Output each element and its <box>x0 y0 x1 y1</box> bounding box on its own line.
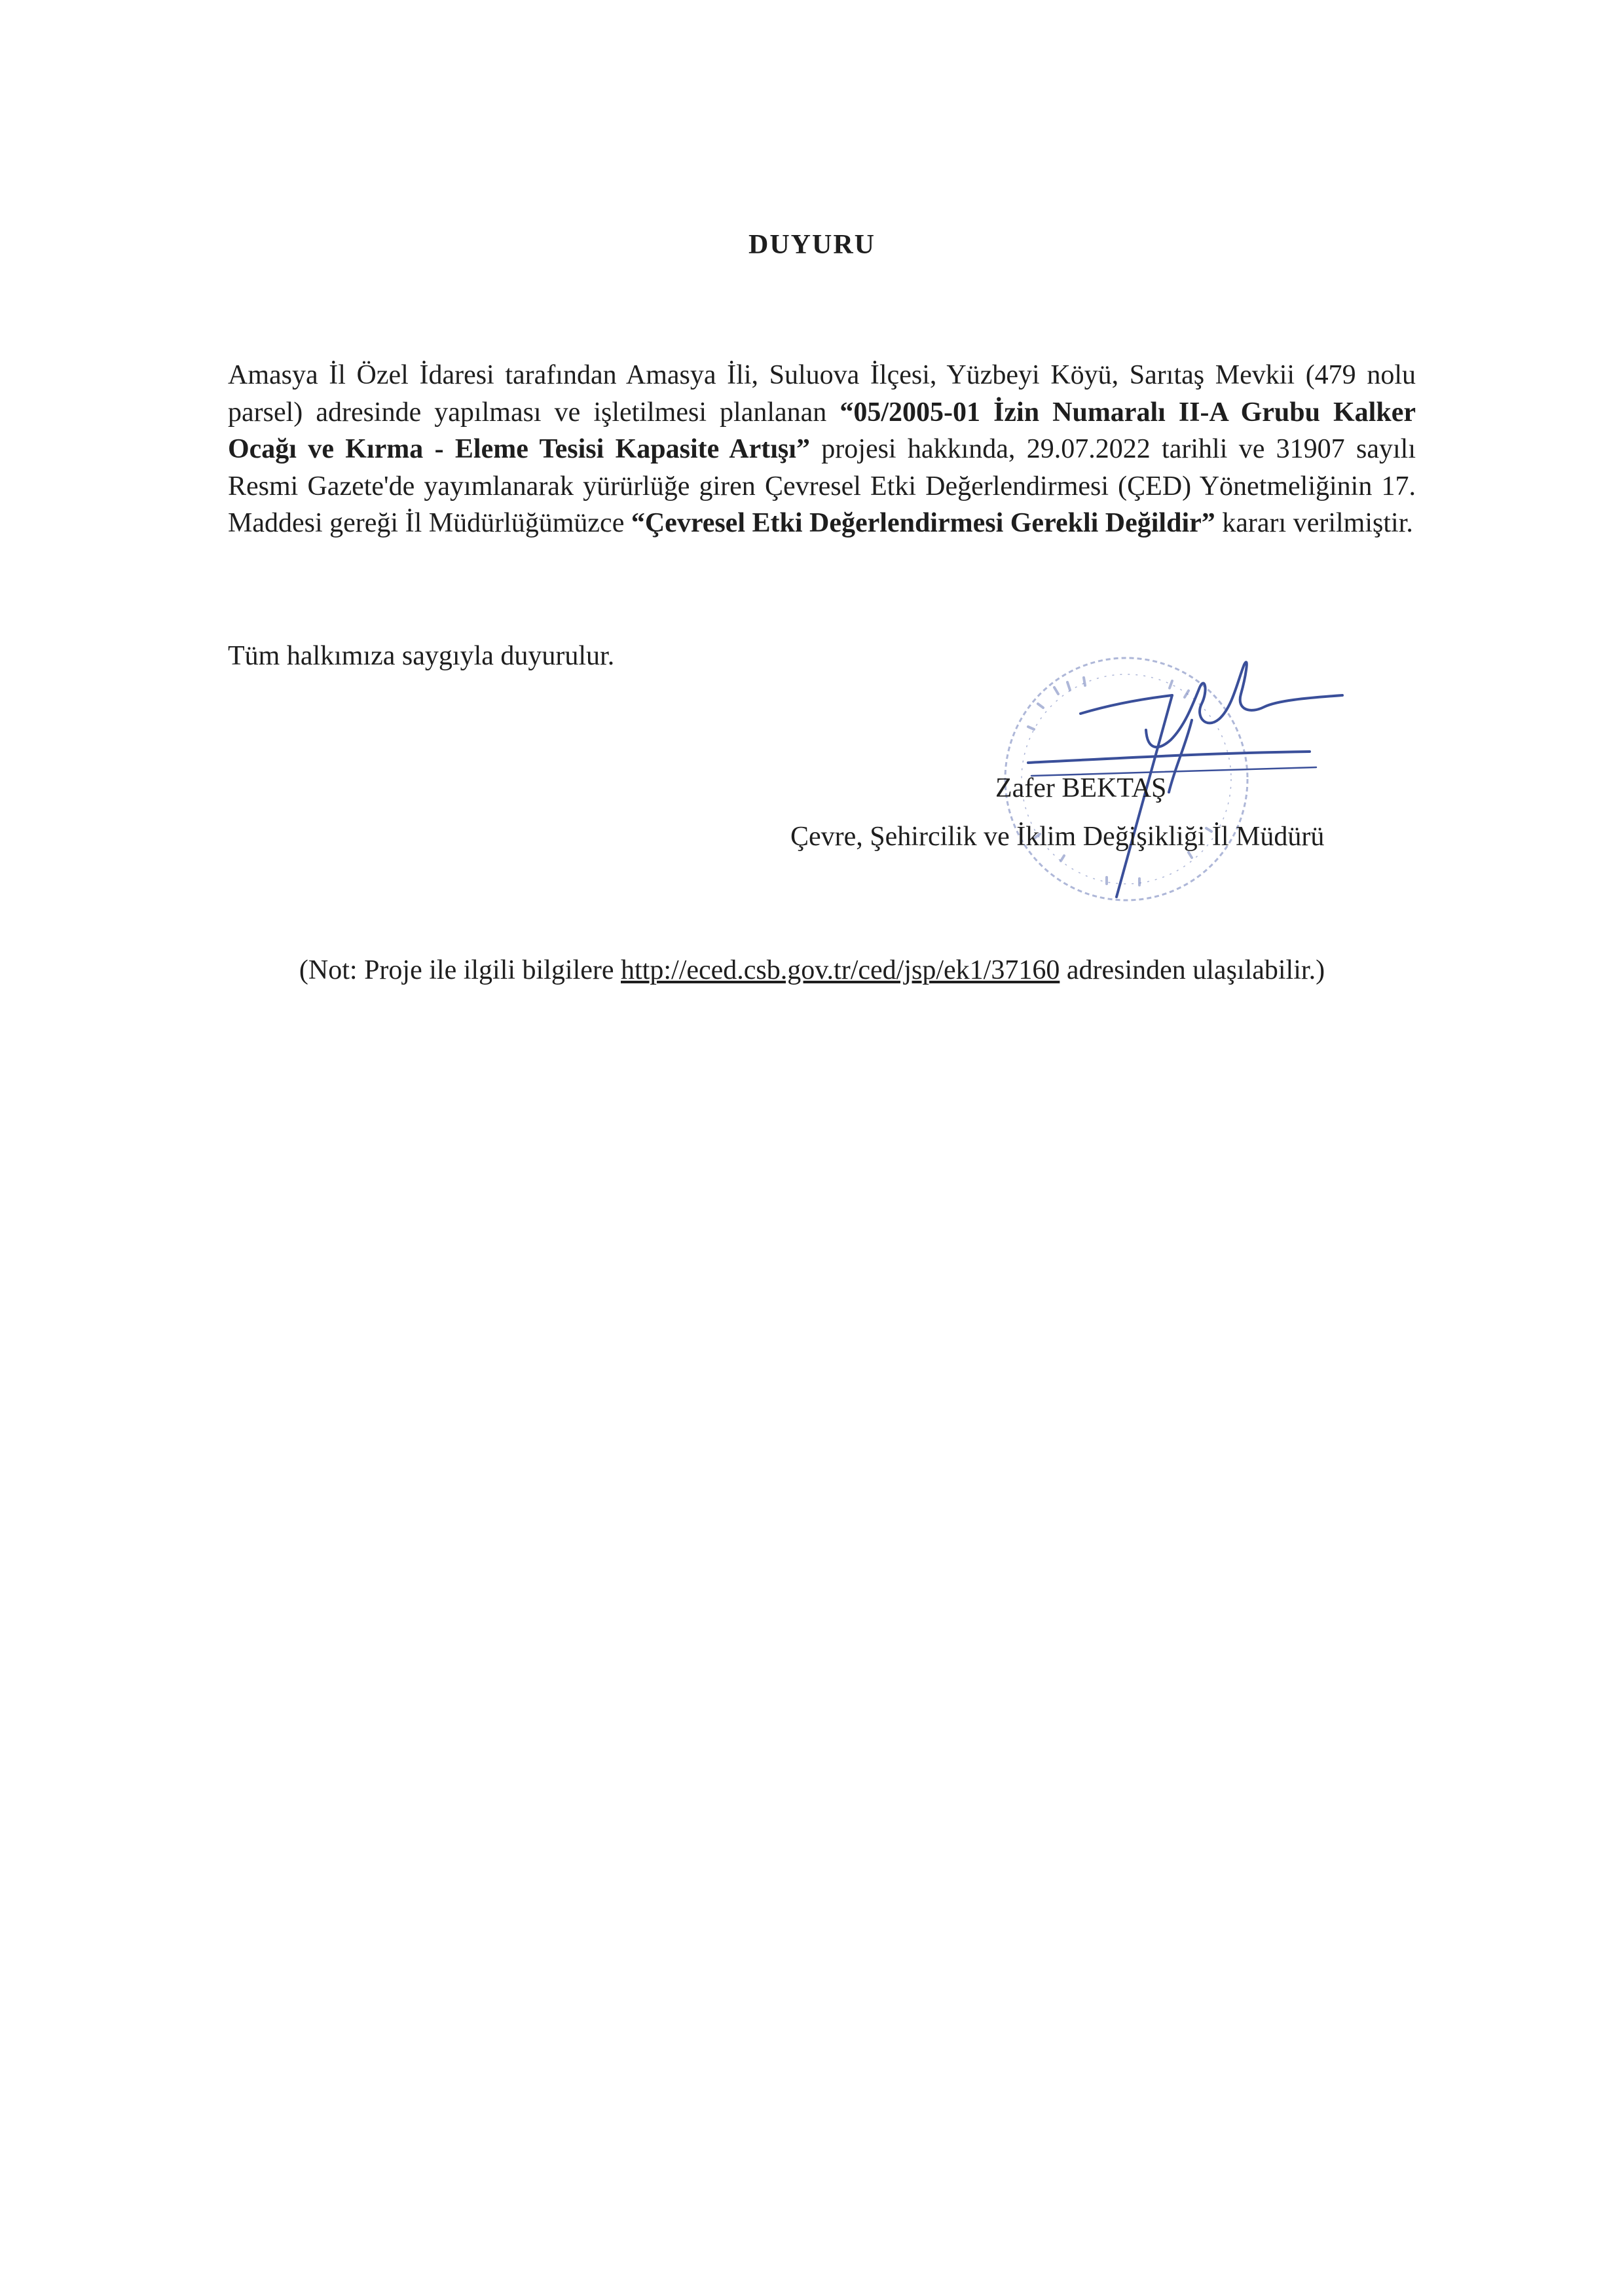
page-title: DUYURU <box>748 230 876 260</box>
project-name: “05/2005-01 İzin Numaralı II-A Grubu Kalker Ocağı ve Kırma - Eleme Tesisi Kapasite Artışı” <box>228 397 1416 464</box>
signer-title: Çevre, Şehircilik ve İklim Değişikliği İl Müdürü <box>790 822 1325 852</box>
announcement-paragraph <box>228 357 1416 542</box>
paragraph-text-2: projesi hakkında, 29.07.2022 tarihli ve 31907 sayılı Resmi Gazete'de yayımlanarak yürürlüğe giren Çevresel Etki Değerlendirmesi (ÇED) Yönetmeliğinin 17. Maddesi gereği İl Müdürlüğümüzce <box>228 434 1416 538</box>
paragraph-text-3: kararı verilmiştir. <box>1215 508 1413 538</box>
signer-name: Zafer BEKTAŞ <box>995 773 1167 803</box>
note-suffix: adresinden ulaşılabilir.) <box>1060 955 1325 985</box>
greeting-text: Tüm halkımıza saygıyla duyurulur. <box>228 641 615 671</box>
project-link[interactable]: http://eced.csb.gov.tr/ced/jsp/ek1/37160 <box>621 955 1060 985</box>
paragraph-text-1: Amasya İl Özel İdaresi tarafından Amasya İli, Suluova İlçesi, Yüzbeyi Köyü, Sarıtaş Mevkii (479 nolu parsel) adresinde yapılması ve işletilmesi planlanan <box>228 360 1416 428</box>
note-text <box>0 955 1624 986</box>
decision-text: “Çevresel Etki Değerlendirmesi Gerekli Değildir” <box>631 508 1215 538</box>
note-prefix: (Not: Proje ile ilgili bilgilere <box>299 955 621 985</box>
